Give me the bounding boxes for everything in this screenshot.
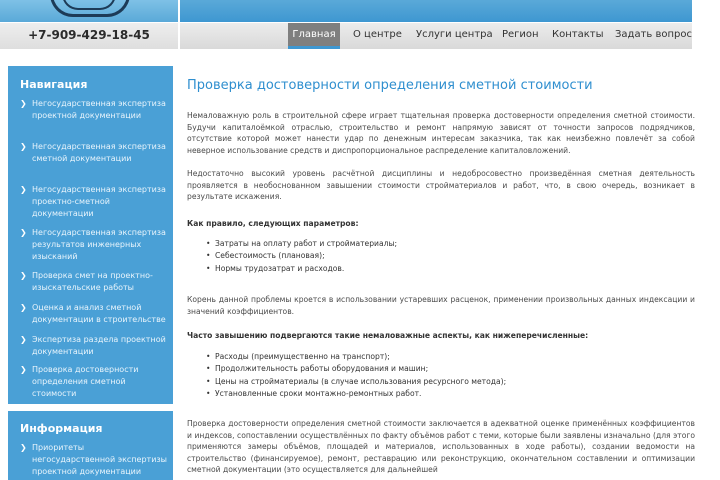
list-item: • Себестоимость (плановая); [215,250,685,262]
page-title: Проверка достоверности определения сметной стоимости [187,78,593,93]
sidebar-item-estimate-expertise[interactable]: ❯ Негосударственная экспертиза сметной документации [20,142,166,163]
subheading-parameters: Как правило, следующих параметров: [187,219,359,228]
list-item: • Нормы трудозатрат и расходов. [215,263,685,275]
chevron-right-icon: ❯ [20,365,27,374]
list-item: • Затраты на оплату работ и стройматериалы; [215,238,685,250]
top-navigation [180,22,692,49]
sidebar-item-survey-estimate-check[interactable]: ❯ Проверка смет на проектно-изыскательские работы [20,271,153,292]
paragraph-root-cause: Корень данной проблемы кроется в использовании устаревших расценок, применении произвольных данных индексации и значений коэффициентов. [187,295,695,316]
sidebar-item-estimate-analysis[interactable]: ❯ Оценка и анализ сметной документации в строительстве [20,303,166,324]
chevron-right-icon: ❯ [20,99,27,108]
sidebar [8,66,173,480]
nav-home[interactable]: Главная [288,23,340,49]
chevron-right-icon: ❯ [20,443,27,452]
sidebar-item-project-estimate-expertise[interactable]: ❯ Негосударственная экспертиза проектно-сметной документации [20,185,166,218]
logo-banner[interactable] [0,0,178,22]
sidebar-item-cost-verification[interactable]: ❯ Проверка достоверности определения сметной стоимости [20,365,139,398]
phone-number: +7-909-429-18-45 [28,28,150,42]
list-item: • Расходы (преимущественно на транспорт); [215,351,685,363]
list-item: • Продолжительность работы оборудования и машин; [215,363,685,375]
chevron-right-icon: ❯ [20,271,27,280]
chevron-right-icon: ❯ [20,303,27,312]
sidebar-item-priorities[interactable]: ❯ Приоритеты негосударственной экспертизы проектной документации [20,443,167,476]
paragraph-intro: Немаловажную роль в строительной сфере играет тщательная проверка достоверности определения сметной стоимости. Будучи капиталоёмкой отраслью, строительство и ремонт напрямую зависят от точности запросов подрядчиков, отсутствие которой может нанести удар по денежным интересам заказчика, так как неизбежно повлечёт за собой неверное использование средств и диспропорциональное распределение капиталовложений. [187,111,695,155]
subheading-aspects: Часто завышению подвергаются такие немаловажные аспекты, как нижеперечисленные: [187,331,589,340]
nav-contacts[interactable]: Контакты [552,29,604,40]
sidebar-information-title: Информация [20,422,103,435]
header-banner [180,0,692,22]
sidebar-divider [8,404,173,411]
phone-bar [0,22,178,49]
chevron-right-icon: ❯ [20,228,27,237]
list-item: • Установленные сроки монтажно-ремонтных работ. [215,388,685,400]
list-item: • Цены на стройматериалы (в случае использования ресурсного метода); [215,376,685,388]
paragraph-discipline: Недостаточно высокий уровень расчётной дисциплины и недобросовестно произведённая сметная деятельность проявляется в необоснованном завышении стоимости стройматериалов и работ, что, в свою очередь, возникает в результате искажения. [187,169,695,202]
nav-services[interactable]: Услуги центра [416,29,493,40]
chevron-right-icon: ❯ [20,185,27,194]
paragraph-verification: Проверка достоверности определения сметной стоимости заключается в адекватной оценке применённых коэффициентов и индексов, сопоставлении осуществлённых по факту объёмов работ с теми, которые были заявлены изначально (для этого применяются замеры объёмов, площадей и материалов, использованных в ходе работы), создании ведомости на строительство (финансируемое), ремонт, реставрацию или реконструкцию, окончательном составлении и оптимизации сметной документации (это осуществляется для дальнейшей [187,419,695,475]
sidebar-item-survey-expertise[interactable]: ❯ Негосударственная экспертиза результатов инженерных изысканий [20,228,166,261]
nav-region[interactable]: Регион [502,29,539,40]
chevron-right-icon: ❯ [20,335,27,344]
nav-ask-question[interactable]: Задать вопрос [615,29,692,40]
chevron-right-icon: ❯ [20,142,27,151]
list-parameters [215,238,685,275]
nav-about[interactable]: О центре [353,29,402,40]
sidebar-navigation-title: Навигация [20,78,88,91]
sidebar-item-section-expertise[interactable]: ❯ Экспертиза раздела проектной документации [20,335,166,356]
list-aspects [215,351,685,400]
sidebar-item-project-expertise[interactable]: ❯ Негосударственная экспертиза проектной документации [20,99,166,120]
